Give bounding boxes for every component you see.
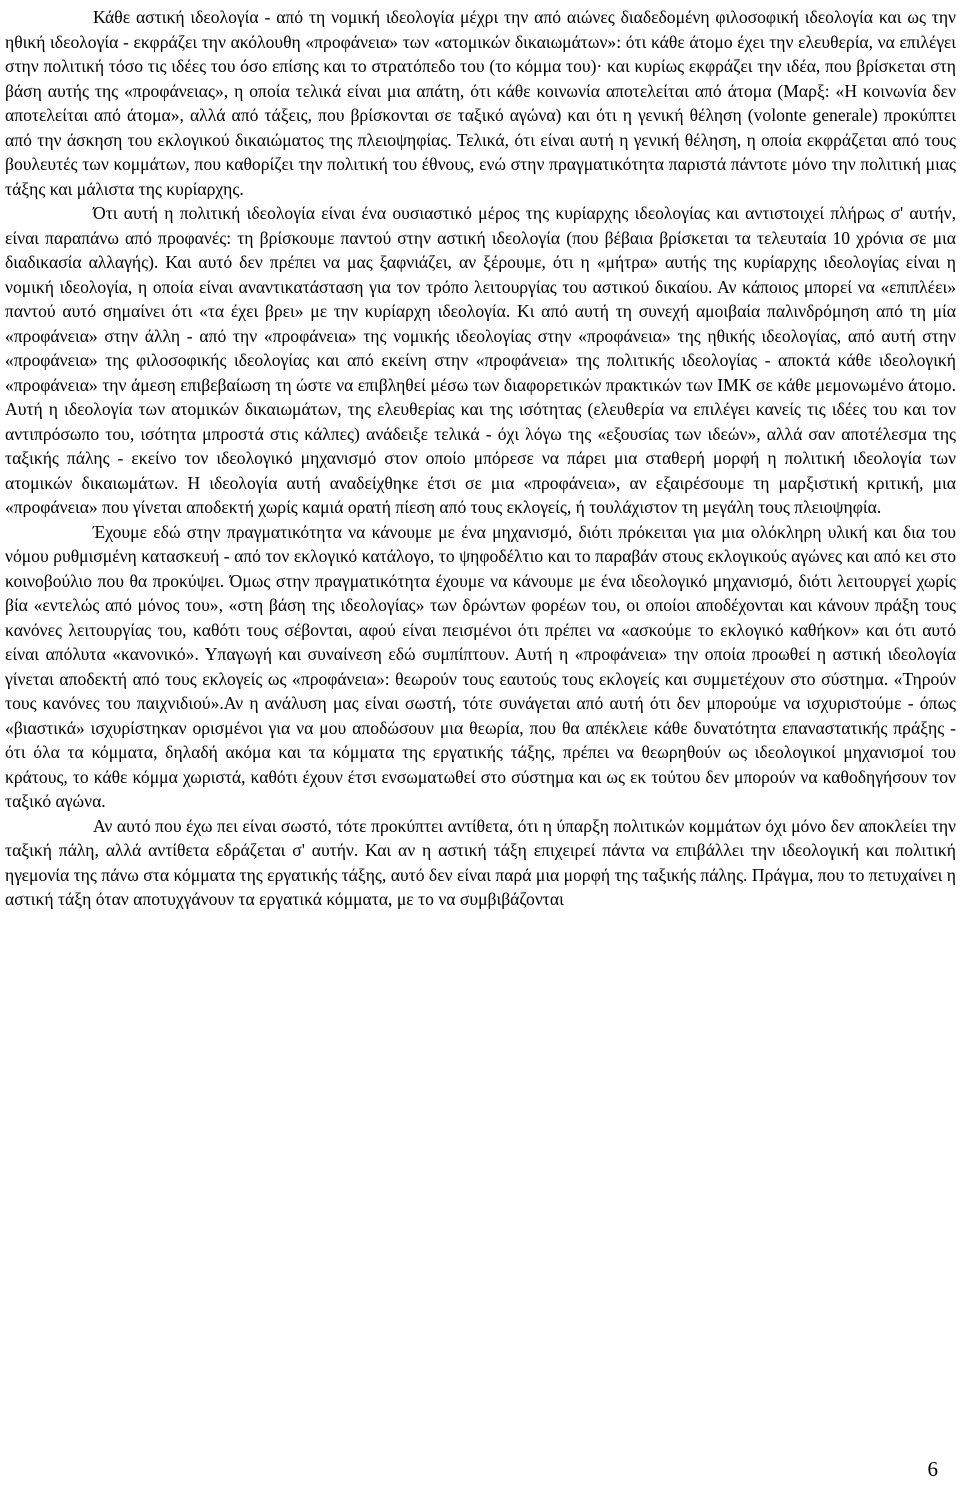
paragraph-1: Κάθε αστική ιδεολογία - από τη νομική ιδεολογία μέχρι την από αιώνες διαδεδομένη φιλοσοφική ιδεολογία και ως την ηθική ιδεολογία - εκφράζει την ακόλουθη «προφάνεια» των «ατομικών δικαιωμάτων»: ότι κάθε άτομο έχει την ελευθερία, να επιλέγει στην πολιτική τόσο τις ιδέες του όσο επίσης και το στρατόπεδο του (το κόμμα του)· και κυρίως εκφράζει την ιδέα, που βρίσκεται στη βάση αυτής της «προφάνειας», η οποία τελικά είναι μια απάτη, ότι κάθε κοινωνία αποτελείται από άτομα (Μαρξ: «Η κοινωνία δεν αποτελείται από άτομα», αλλά από τάξεις, που βρίσκονται σε ταξικό αγώνα) και ότι η γενική θέληση (volonte generale) προκύπτει από την άσκηση του εκλογικού δικαιώματος της πλειοψηφίας. Τελικά, ότι είναι αυτή η γενική θέληση, η οποία εκφράζεται από τους βουλευτές των κομμάτων, που καθορίζει την πολιτική του έθνους, ενώ στην πραγματικότητα παριστά πάντοτε μόνο την πολιτική μιας τάξης και μάλιστα της κυρίαρχης. [5, 7, 956, 199]
document-page [5, 0, 956, 912]
page-number: 6 [927, 1457, 938, 1481]
paragraph-3: Έχουμε εδώ στην πραγματικότητα να κάνουμε με ένα μηχανισμό, διότι πρόκειται για μια ολόκληρη υλική και δια του νόμου ρυθμισμένη κατασκευή - από τον εκλογικό κατάλογο, το ψηφοδέλτιο και το παραβάν στους εκλογικούς αγώνες και από κει στο κοινοβούλιο που θα προκύψει. Όμως στην πραγματικότητα έχουμε να κάνουμε με ένα ιδεολογικό μηχανισμό, διότι λειτουργεί χωρίς βία «εντελώς από μόνος του», «στη βάση της ιδεολογίας» των δρώντων φορέων του, οι οποίοι αποδέχονται και κάνουν πράξη τους κανόνες λειτουργίας του, καθότι τους σέβονται, αφού είναι πεισμένοι ότι πρέπει να «ασκούμε το εκλογικό καθήκον» και ότι αυτό είναι απόλυτα «κανονικό». Υπαγωγή και συναίνεση εδώ συμπίπτουν. Αυτή η «προφάνεια» την οποία προωθεί η αστική ιδεολογία γίνεται αποδεκτή από τους εκλογείς ως «προφάνεια»: θεωρούν τους εαυτούς τους εκλογείς και συμμετέχουν στο σύστημα. «Τηρούν τους κανόνες του παιχνιδιού».Αν η ανάλυση μας είναι σωστή, τότε συνάγεται από αυτή ότι δεν μπορούμε να ισχυριστούμε - όπως «βιαστικά» ισχυρίστηκαν ορισμένοι για να μου αποδώσουν μια θεωρία, που θα απέκλειε κάθε δυνατότητα επαναστατικής πράξης - ότι όλα τα κόμματα, δηλαδή ακόμα και τα κόμματα της εργατικής τάξης, πρέπει να θεωρηθούν ως ιδεολογικοί μηχανισμοί του κράτους, το κάθε κόμμα χωριστά, καθότι έχουν έτσι ενσωματωθεί στο σύστημα και ως εκ τούτου δεν μπορούν να καθοδηγήσουν τον ταξικό αγώνα. [5, 521, 956, 811]
paragraph-4: Αν αυτό που έχω πει είναι σωστό, τότε προκύπτει αντίθετα, ότι η ύπαρξη πολιτικών κομμάτων όχι μόνο δεν αποκλείει την ταξική πάλη, αλλά αντίθετα εδράζεται σ' αυτήν. Και αν η αστική τάξη επιχειρεί πάντα να επιβάλλει την ιδεολογική και πολιτική ηγεμονία της πάνω στα κόμματα της εργατικής τάξης, αυτό δεν είναι παρά μια μορφή της ταξικής πάλης. Πράγμα, που το πετυχαίνει η αστική τάξη όταν αποτυχγάνουν τα εργατικά κόμματα, με το να συμβιβάζονται [5, 815, 956, 909]
paragraph-2: Ότι αυτή η πολιτική ιδεολογία είναι ένα ουσιαστικό μέρος της κυρίαρχης ιδεολογίας και αντιστοιχεί πλήρως σ' αυτήν, είναι παραπάνω από προφανές: τη βρίσκουμε παντού στην αστική ιδεολογία (που βέβαια βρίσκεται τα τελευταία 10 χρόνια σε μια διαδικασία αλλαγής). Και αυτό δεν πρέπει να μας ξαφνιάζει, αν ξέρουμε, ότι η «μήτρα» αυτής της κυρίαρχης ιδεολογίας είναι η νομική ιδεολογία, η οποία είναι αναντικατάσταση για τον τρόπο λειτουργίας του αστικού δικαίου. Αν κάποιος μπορεί να «επιπλέει» παντού αυτό σημαίνει ότι «τα έχει βρει» με την κυρίαρχη ιδεολογία. Κι από αυτή τη συνεχή αμοιβαία παλινδρόμηση από τη μία «προφάνεια» στην άλλη - από την «προφάνεια» της νομικής ιδεολογίας στην «προφάνεια» της ηθικής ιδεολογίας, από αυτή στην «προφάνεια» της φιλοσοφικής ιδεολογίας και από εκείνη στην «προφάνεια» της πολιτικής ιδεολογίας - αποκτά κάθε ιδεολογική «προφάνεια» την άμεση επιβεβαίωση τη ώστε να επιβληθεί μέσω των διαφορετικών πρακτικών των ΙΜΚ σε κάθε μεμονωμένο άτομο. Αυτή η ιδεολογία των ατομικών δικαιωμάτων, της ελευθερίας και της ισότητας (ελευθερία να επιλέγει κανείς τις ιδέες του και τον αντιπρόσωπο του, ισότητα μπροστά στις κάλπες) ανάδειξε τελικά - όχι λόγω της «εξουσίας των ιδεών», αλλά σαν αποτέλεσμα της ταξικής πάλης - εκείνο τον ιδεολογικό μηχανισμό στον οποίο μπόρεσε να πάρει μια σταθερή μορφή η πολιτική ιδεολογία των ατομικών δικαιωμάτων. Η ιδεολογία αυτή αναδείχθηκε έτσι σε μια «προφάνεια», αν εξαιρέσουμε τη μαρξιστική κριτική, μια «προφάνεια» που γίνεται αποδεκτή χωρίς καμιά ορατή πίεση από τους εκλογείς, ή τουλάχιστον τη μεγάλη τους πλειοψηφία. [5, 203, 956, 517]
